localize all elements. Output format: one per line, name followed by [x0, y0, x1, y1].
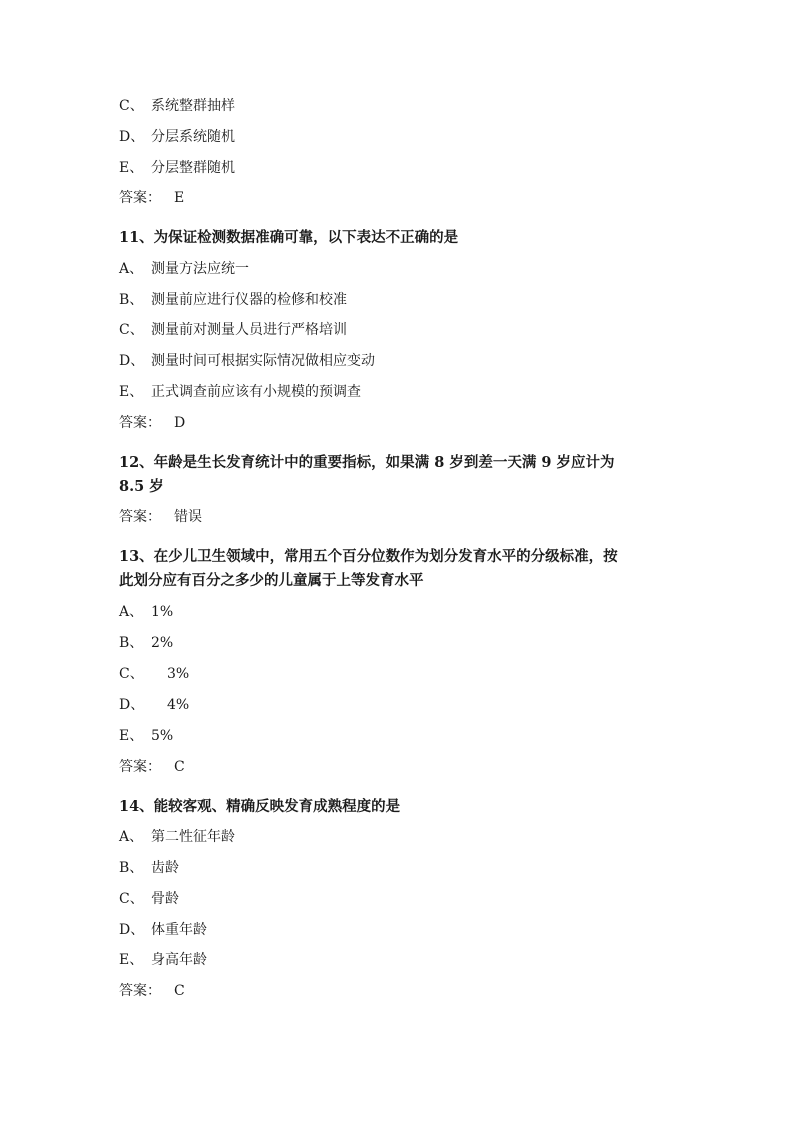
option-text: 5% — [151, 728, 174, 744]
answer-label: 答案： — [119, 415, 161, 431]
option-a — [119, 603, 173, 621]
option-letter: D、 — [119, 353, 145, 369]
option-text: 分层整群随机 — [151, 160, 235, 176]
option-text: 骨龄 — [151, 891, 179, 907]
option-letter: A、 — [119, 604, 144, 620]
option-letter: B、 — [119, 292, 144, 308]
option-text: 测量前对测量人员进行严格培训 — [151, 322, 347, 338]
option-letter: C、 — [119, 322, 144, 338]
answer-line — [119, 508, 202, 526]
question-14-title: 14、能较客观、精确反映发育成熟程度的是 — [119, 798, 401, 815]
option-text: 2% — [151, 635, 174, 651]
option-d — [119, 921, 207, 939]
option-text: 测量方法应统一 — [151, 261, 249, 277]
option-letter: A、 — [119, 829, 144, 845]
question-12-title-cont: 8.5 岁 — [119, 478, 164, 495]
answer-label: 答案： — [119, 759, 161, 775]
answer-label: 答案： — [119, 983, 161, 999]
option-letter: C、 — [119, 98, 144, 114]
option-letter: D、 — [119, 129, 145, 145]
answer-line — [119, 982, 185, 1000]
question-13-title: 13、在少儿卫生领域中，常用五个百分位数作为划分发育水平的分级标准，按 — [119, 548, 618, 565]
question-13-title-cont: 此划分应有百分之多少的儿童属于上等发育水平 — [119, 572, 424, 589]
option-b — [119, 634, 173, 652]
option-c — [119, 890, 179, 908]
question-11-title: 11、为保证检测数据准确可靠，以下表达不正确的是 — [119, 229, 459, 246]
option-letter: B、 — [119, 860, 144, 876]
option-e — [119, 951, 207, 969]
option-a — [119, 260, 249, 278]
option-c — [119, 321, 347, 339]
answer-value: D — [174, 415, 186, 431]
option-e — [119, 727, 173, 745]
option-text: 1% — [151, 604, 174, 620]
option-b — [119, 291, 347, 309]
option-text: 体重年龄 — [151, 922, 207, 938]
option-text: 测量前应进行仪器的检修和校准 — [151, 292, 347, 308]
option-d — [119, 696, 189, 714]
option-letter: A、 — [119, 261, 144, 277]
option-text: 3% — [167, 666, 190, 682]
answer-value: 错误 — [174, 509, 202, 525]
option-c — [119, 97, 235, 115]
option-letter: C、 — [119, 666, 144, 682]
question-12-title: 12、年龄是生长发育统计中的重要指标，如果满 8 岁到差一天满 9 岁应计为 — [119, 454, 615, 471]
option-text: 系统整群抽样 — [151, 98, 235, 114]
option-letter: B、 — [119, 635, 144, 651]
option-e — [119, 159, 235, 177]
option-text: 正式调查前应该有小规模的预调查 — [151, 384, 361, 400]
option-c — [119, 665, 189, 683]
answer-value: E — [174, 190, 185, 206]
option-letter: D、 — [119, 697, 145, 713]
option-e — [119, 383, 361, 401]
answer-line — [119, 758, 185, 776]
option-letter: D、 — [119, 922, 145, 938]
answer-label: 答案： — [119, 509, 161, 525]
answer-value: C — [174, 759, 185, 775]
answer-line — [119, 189, 184, 207]
answer-label: 答案： — [119, 190, 161, 206]
option-text: 齿龄 — [151, 860, 179, 876]
option-a — [119, 828, 235, 846]
option-letter: E、 — [119, 160, 144, 176]
option-letter: C、 — [119, 891, 144, 907]
option-d — [119, 352, 375, 370]
answer-value: C — [174, 983, 185, 999]
option-text: 身高年龄 — [151, 952, 207, 968]
option-b — [119, 859, 179, 877]
option-text: 测量时间可根据实际情况做相应变动 — [151, 353, 375, 369]
option-text: 4% — [167, 697, 190, 713]
option-letter: E、 — [119, 952, 144, 968]
answer-line — [119, 414, 185, 432]
option-text: 分层系统随机 — [151, 129, 235, 145]
option-letter: E、 — [119, 728, 144, 744]
option-d — [119, 128, 235, 146]
option-text: 第二性征年龄 — [151, 829, 235, 845]
option-letter: E、 — [119, 384, 144, 400]
